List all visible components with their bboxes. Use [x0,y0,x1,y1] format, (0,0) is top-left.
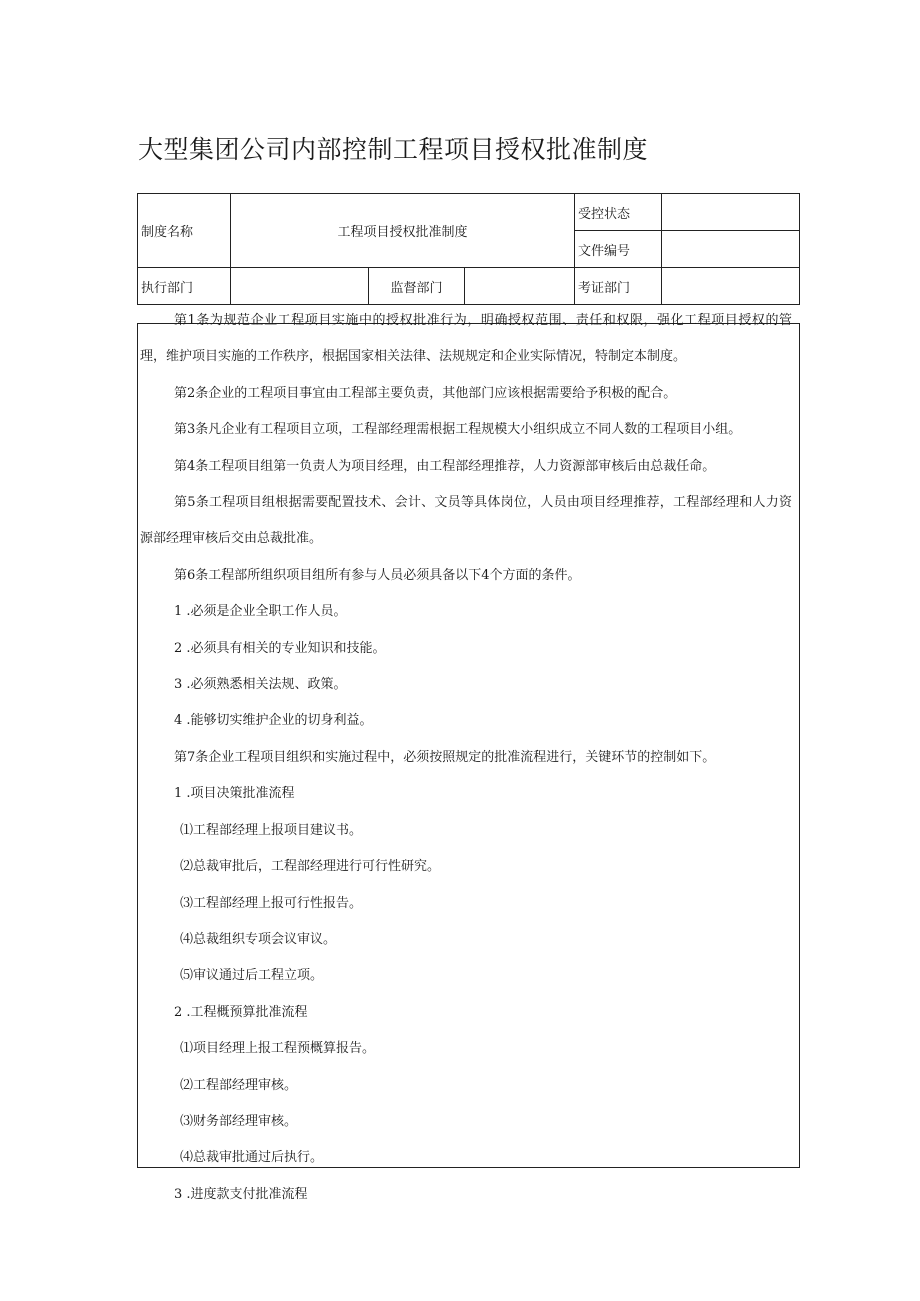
file-number-label: 文件编号 [575,231,662,268]
header-info-table [137,193,800,305]
article-paragraph: 第5条工程项目组根据需要配置技术、会计、文员等具体岗位，人员由项目经理推荐，工程部经理和人力资源部经理审核后交由总裁批准。 [140,495,792,547]
article-paragraph: 第6条工程部所组织项目组所有参与人员必须具备以下4个方面的条件。 [174,567,581,583]
system-name-label: 制度名称 [138,194,231,268]
document-body [140,303,792,1213]
sub-item: ⑷总裁审批通过后执行。 [180,1150,324,1166]
sub-item: ⑵工程部经理审核。 [180,1077,298,1093]
supervise-dept-value [465,268,575,305]
document-title: 大型集团公司内部控制工程项目授权批准制度 [138,135,649,164]
exec-dept-value [231,268,369,305]
sub-item: ⑶工程部经理上报可行性报告。 [180,895,363,911]
numbered-item: 1 .项目决策批准流程 [174,786,295,802]
sub-item: ⑴工程部经理上报项目建议书。 [180,822,363,838]
article-paragraph: 第4条工程项目组第一负责人为项目经理，由工程部经理推荐，人力资源部审核后由总裁任命。 [174,458,716,474]
numbered-item: 1 .必须是企业全职工作人员。 [174,604,347,620]
article-paragraph: 第2条企业的工程项目事宜由工程部主要负责，其他部门应该根据需要给予积极的配合。 [174,385,677,401]
numbered-item: 2 .工程概预算批准流程 [174,1004,308,1020]
article-paragraph: 第7条企业工程项目组织和实施过程中，必须按照规定的批准流程进行，关键环节的控制如下。 [174,749,716,765]
numbered-item: 3 .进度款支付批准流程 [174,1186,308,1202]
file-number-value [662,231,800,268]
audit-dept-value [662,268,800,305]
sub-item: ⑸审议通过后工程立项。 [180,968,324,984]
sub-item: ⑵总裁审批后，工程部经理进行可行性研究。 [180,859,441,875]
control-status-label: 受控状态 [575,194,662,231]
supervise-dept-label: 监督部门 [369,268,465,305]
audit-dept-label: 考证部门 [575,268,662,305]
numbered-item: 4 .能够切实维护企业的切身利益。 [174,713,373,729]
sub-item: ⑷总裁组织专项会议审议。 [180,931,337,947]
article-paragraph: 第3条凡企业有工程项目立项，工程部经理需根据工程规模大小组织成立不同人数的工程项目小组。 [174,422,742,438]
exec-dept-label: 执行部门 [138,268,231,305]
numbered-item: 2 .必须具有相关的专业知识和技能。 [174,640,386,656]
article-paragraph: 第1条为规范企业工程项目实施中的授权批准行为，明确授权范围、责任和权限，强化工程项目授权的管理，维护项目实施的工作秩序，根据国家相关法律、法规规定和企业实际情况，特制定本制度。 [140,313,792,365]
sub-item: ⑴项目经理上报工程预概算报告。 [180,1041,376,1057]
numbered-item: 3 .必须熟悉相关法规、政策。 [174,677,347,693]
system-name-value: 工程项目授权批准制度 [231,194,575,268]
sub-item: ⑶财务部经理审核。 [180,1113,298,1129]
control-status-value [662,194,800,231]
